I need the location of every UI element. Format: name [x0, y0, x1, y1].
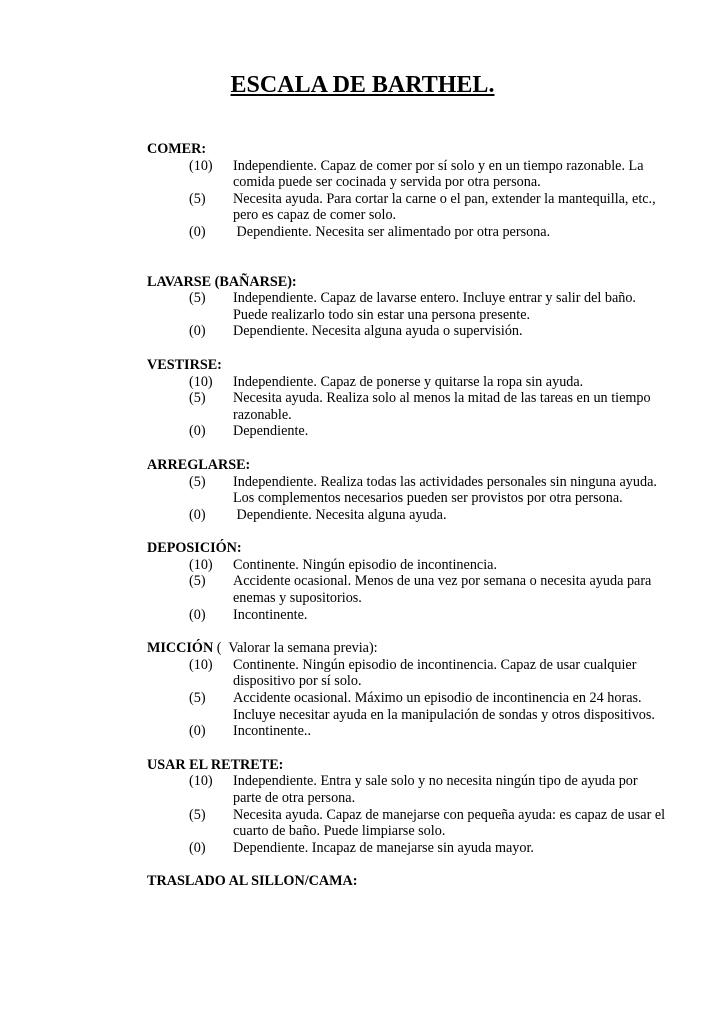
list-item: [147, 657, 667, 690]
list-item: [147, 573, 667, 606]
item-score: (0): [189, 723, 206, 740]
item-text: Accidente ocasional. Máximo un episodio de incontinencia en 24 horas. Incluye necesitar ayuda en la manipulación de sondas y otros dispositivos.: [233, 690, 655, 723]
item-score: (5): [189, 806, 206, 823]
item-text: Dependiente. Necesita alguna ayuda o supervisión.: [233, 323, 523, 340]
list-item: [147, 773, 667, 806]
section-heading-note: ( Valorar la semana previa):: [213, 640, 378, 657]
section-heading: DEPOSICIÓN:: [147, 540, 242, 557]
item-text: Dependiente. Necesita ser alimentado por otra persona.: [233, 223, 551, 240]
section-traslado: [147, 873, 667, 890]
item-text: Independiente. Entra y sale solo y no necesita ningún tipo de ayuda por parte de otra persona.: [233, 773, 638, 806]
item-score: (0): [189, 606, 206, 623]
item-score: (0): [189, 506, 206, 523]
list-item: [147, 323, 667, 340]
list-item: [147, 557, 667, 574]
item-text: Independiente. Capaz de lavarse entero. Incluye entrar y salir del baño. Puede realizarlo todo sin estar una persona presente.: [233, 290, 636, 323]
item-text: Independiente. Realiza todas las actividades personales sin ninguna ayuda. Los complementos necesarios pueden ser provistos por otra persona.: [233, 473, 657, 507]
item-score: (0): [189, 423, 206, 440]
item-text: Accidente ocasional. Menos de una vez por semana o necesita ayuda para enemas y supositorios.: [233, 573, 652, 607]
item-score: (0): [189, 839, 206, 856]
spacer: [147, 623, 667, 640]
list-item: [147, 474, 667, 507]
spacer: [147, 740, 667, 757]
section-heading: ARREGLARSE:: [147, 456, 251, 473]
item-score: (10): [189, 373, 213, 390]
item-score: (5): [189, 290, 206, 307]
item-score: (10): [189, 157, 213, 174]
list-item: [147, 607, 667, 624]
list-item: [147, 390, 667, 423]
section-arreglarse: [147, 457, 667, 523]
item-text: Dependiente.: [233, 423, 309, 440]
section-heading: LAVARSE (BAÑARSE):: [147, 273, 297, 290]
list-item: [147, 723, 667, 740]
item-score: (10): [189, 656, 213, 673]
list-item: [147, 290, 667, 323]
section-heading: USAR EL RETRETE:: [147, 756, 284, 773]
item-score: (0): [189, 223, 206, 240]
item-score: (5): [189, 690, 206, 707]
item-score: (10): [189, 556, 213, 573]
spacer: [147, 340, 667, 357]
item-text: Continente. Ningún episodio de incontinencia.: [233, 556, 497, 573]
list-item: [147, 423, 667, 440]
item-text: Dependiente. Incapaz de manejarse sin ayuda mayor.: [233, 839, 534, 856]
section-heading: VESTIRSE:: [147, 356, 222, 373]
section-heading: TRASLADO AL SILLON/CAMA:: [147, 873, 358, 890]
spacer: [147, 523, 667, 540]
item-score: (10): [189, 773, 213, 790]
list-item: [147, 807, 667, 840]
spacer: [147, 440, 667, 457]
section-retrete: [147, 757, 667, 857]
section-heading: [147, 640, 667, 657]
document-body: [147, 141, 667, 890]
item-text: Necesita ayuda. Para cortar la carne o el pan, extender la mantequilla, etc., pero es capaz de comer solo.: [233, 190, 656, 224]
list-item: [147, 690, 667, 723]
item-score: (5): [189, 190, 206, 207]
item-score: (5): [189, 573, 206, 590]
item-text: Incontinente..: [233, 723, 312, 740]
item-text: Independiente. Capaz de ponerse y quitarse la ropa sin ayuda.: [233, 373, 584, 390]
section-heading: COMER:: [147, 141, 207, 157]
item-score: (5): [189, 473, 206, 490]
list-item: [147, 158, 667, 191]
item-text: Dependiente. Necesita alguna ayuda.: [233, 506, 447, 523]
section-vestirse: [147, 357, 667, 440]
item-score: (5): [189, 390, 206, 407]
section-deposicion: [147, 540, 667, 623]
item-text: Necesita ayuda. Realiza solo al menos la mitad de las tareas en un tiempo razonable.: [233, 390, 651, 423]
document-title: ESCALA DE BARTHEL.: [230, 72, 495, 98]
item-text: Necesita ayuda. Capaz de manejarse con pequeña ayuda: es capaz de usar el cuarto de baño. Puede limpiarse solo.: [233, 806, 666, 840]
list-item: [147, 191, 667, 224]
section-miccion: [147, 640, 667, 740]
item-text: Continente. Ningún episodio de incontinencia. Capaz de usar cualquier dispositivo por sí solo.: [233, 656, 637, 690]
list-item: [147, 507, 667, 524]
item-text: Independiente. Capaz de comer por sí solo y en un tiempo razonable. La comida puede ser cocinada y servida por otra persona.: [233, 157, 644, 191]
item-text: Incontinente.: [233, 606, 308, 623]
section-heading-label: MICCIÓN: [147, 640, 214, 657]
spacer: [147, 241, 667, 274]
section-lavarse: [147, 274, 667, 340]
list-item: [147, 374, 667, 391]
item-score: (0): [189, 323, 206, 340]
section-comer: [147, 141, 667, 241]
spacer: [147, 856, 667, 873]
list-item: [147, 224, 667, 241]
list-item: [147, 840, 667, 857]
